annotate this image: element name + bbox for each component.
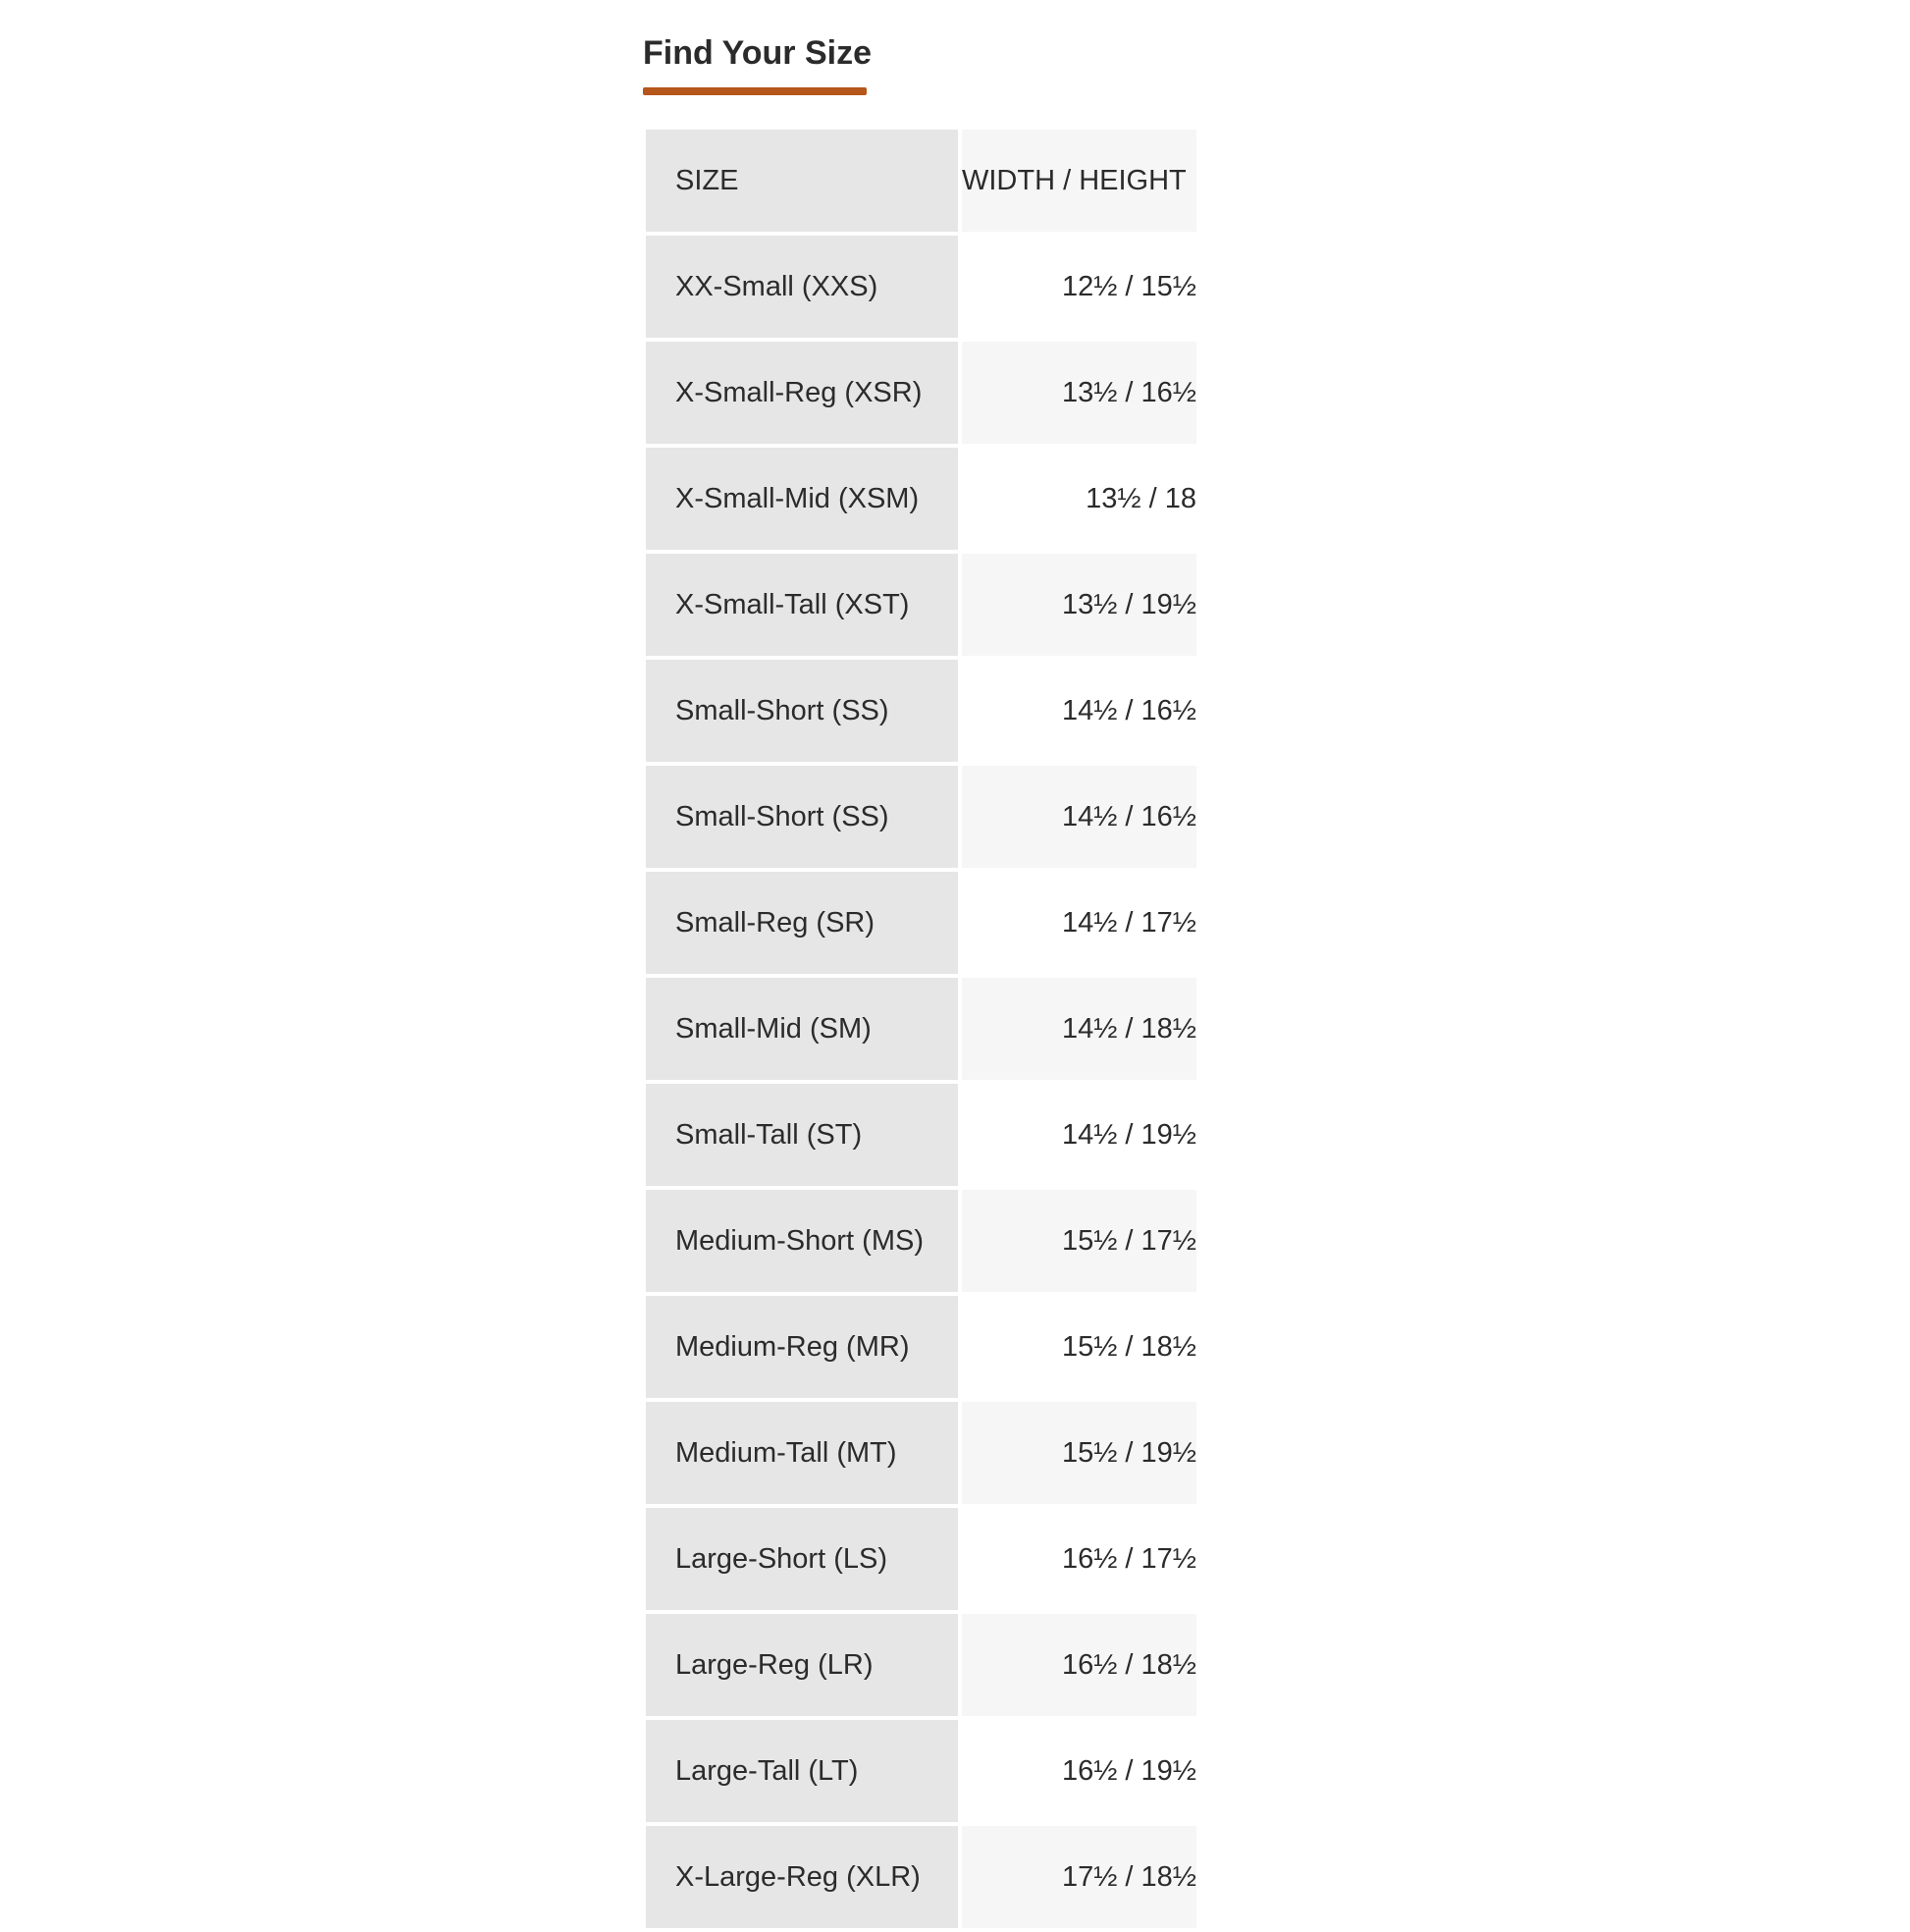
table-row — [646, 872, 1200, 974]
dimension-cell: 14½ / 17½ — [962, 872, 1196, 974]
table-row — [646, 1190, 1200, 1292]
table-row — [646, 1508, 1200, 1610]
dimension-cell: 14½ / 16½ — [962, 766, 1196, 868]
dimension-cell: 13½ / 19½ — [962, 554, 1196, 656]
dimension-cell: 16½ / 17½ — [962, 1508, 1196, 1610]
header-size: SIZE — [646, 130, 958, 232]
table-row — [646, 1614, 1200, 1716]
panel-title: Find Your Size — [643, 34, 872, 72]
dimension-cell: 15½ / 19½ — [962, 1402, 1196, 1504]
dimension-cell: 14½ / 19½ — [962, 1084, 1196, 1186]
table-row — [646, 766, 1200, 868]
size-cell: Small-Tall (ST) — [646, 1084, 958, 1186]
table-row — [646, 554, 1200, 656]
table-row — [646, 448, 1200, 550]
size-cell: Medium-Short (MS) — [646, 1190, 958, 1292]
size-cell: X-Large-Reg (XLR) — [646, 1826, 958, 1928]
table-header-row — [646, 130, 1200, 232]
size-table — [646, 130, 1200, 1932]
dimension-cell: 12½ / 15½ — [962, 236, 1196, 338]
size-cell: Small-Reg (SR) — [646, 872, 958, 974]
dimension-cell: 16½ / 18½ — [962, 1614, 1196, 1716]
table-row — [646, 1296, 1200, 1398]
size-cell: Medium-Tall (MT) — [646, 1402, 958, 1504]
dimension-cell: 17½ / 18½ — [962, 1826, 1196, 1928]
dimension-cell: 14½ / 18½ — [962, 978, 1196, 1080]
table-row — [646, 1720, 1200, 1822]
table-row — [646, 1402, 1200, 1504]
dimension-cell: 14½ / 16½ — [962, 660, 1196, 762]
dimension-cell: 15½ / 17½ — [962, 1190, 1196, 1292]
title-underline — [643, 87, 867, 95]
size-cell: Small-Mid (SM) — [646, 978, 958, 1080]
size-cell: XX-Small (XXS) — [646, 236, 958, 338]
dimension-cell: 13½ / 16½ — [962, 342, 1196, 444]
table-row — [646, 236, 1200, 338]
size-cell: Large-Reg (LR) — [646, 1614, 958, 1716]
table-row — [646, 342, 1200, 444]
dimension-cell: 13½ / 18 — [962, 448, 1196, 550]
size-cell: Small-Short (SS) — [646, 766, 958, 868]
size-cell: X-Small-Reg (XSR) — [646, 342, 958, 444]
table-row — [646, 1826, 1200, 1928]
size-cell: X-Small-Tall (XST) — [646, 554, 958, 656]
dimension-cell: 15½ / 18½ — [962, 1296, 1196, 1398]
header-width-height: WIDTH / HEIGHT — [962, 130, 1196, 232]
size-cell: Large-Tall (LT) — [646, 1720, 958, 1822]
table-row — [646, 978, 1200, 1080]
size-cell: Large-Short (LS) — [646, 1508, 958, 1610]
size-cell: X-Small-Mid (XSM) — [646, 448, 958, 550]
table-row — [646, 660, 1200, 762]
size-cell: Small-Short (SS) — [646, 660, 958, 762]
table-row — [646, 1084, 1200, 1186]
dimension-cell: 16½ / 19½ — [962, 1720, 1196, 1822]
size-cell: Medium-Reg (MR) — [646, 1296, 958, 1398]
